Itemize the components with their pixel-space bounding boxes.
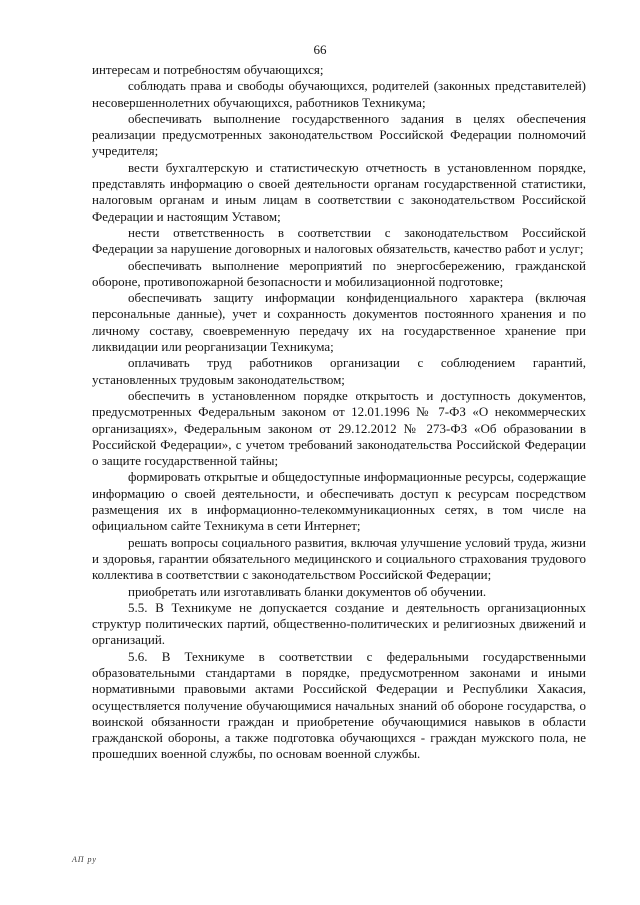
paragraph-8: оплачивать труд работников организации с соблюдением гарантий, установленных трудовым законодательством; bbox=[92, 355, 586, 387]
paragraph-12: приобретать или изготавливать бланки документов об обучении. bbox=[128, 583, 487, 599]
paragraph-6: обеспечивать выполнение мероприятий по энергосбережению, гражданской обороне, противопожарной безопасности и мобилизационной подготовке; bbox=[92, 257, 586, 289]
page-body bbox=[92, 62, 586, 763]
paragraph-10: формировать открытые и общедоступные информационные ресурсы, содержащие информацию о своей деятельности, и обеспечивать доступ к ресурсам посредством размещения их в информационно-телекоммуникационных сетях, в том числе на официальном сайте Техникума в сети Интернет; bbox=[92, 469, 586, 534]
paragraph-7: обеспечивать защиту информации конфиденциального характера (включая персональные данные), учет и сохранность документов постоянного хранения и по личному составу, своевременную передачу их на государственное хранение при ликвидации или реорганизации Техникума; bbox=[92, 290, 586, 355]
paragraph-13: 5.5. В Техникуме не допускается создание и деятельность организационных структур политических партий, общественно-политических и религиозных движений и организаций. bbox=[92, 599, 586, 648]
paragraph-14: 5.6. В Техникуме в соответствии с федеральными государственными образовательными стандартами в порядке, предусмотренном законами и иными нормативными правовыми актами Российской Федерации и Республики Хакасия, осуществляется получение обучающимися начальных знаний об обороне государства, о воинской обязанности граждан и приобретение обучающимися навыков в области гражданской обороны, а также подготовка обучающихся - граждан мужского пола, не прошедших военной службы, по основам военной службы. bbox=[92, 648, 586, 762]
paragraph-2: соблюдать права и свободы обучающихся, родителей (законных представителей) несовершеннолетних обучающихся, работников Техникума; bbox=[92, 78, 586, 110]
page-number: 66 bbox=[313, 42, 327, 57]
paragraph-4: вести бухгалтерскую и статистическую отчетность в установленном порядке, представлять информацию о своей деятельности органам государственной статистики, налоговым органам и иным лицам в соответствии с законодательством Российской Федерации и настоящим Уставом; bbox=[92, 159, 586, 224]
paragraph-3: обеспечивать выполнение государственного задания в целях обеспечения реализации предусмотренных законодательством Российской Федерации полномочий учредителя; bbox=[92, 110, 586, 159]
paragraph-1: интересам и потребностям обучающихся; bbox=[92, 62, 324, 77]
footer-mark: АП ру bbox=[72, 855, 97, 864]
paragraph-5: нести ответственность в соответствии с законодательством Российской Федерации за нарушение договорных и налоговых обязательств, качество работ и услуг; bbox=[92, 224, 586, 257]
paragraph-11: решать вопросы социального развития, включая улучшение условий труда, жизни и здоровья, гарантии обязательного медицинского и социального страхования трудового коллектива в соответствии с законодательством Российской Федерации; bbox=[92, 534, 586, 583]
paragraph-9: обеспечить в установленном порядке открытость и доступность документов, предусмотренных Федеральным законом от 12.01.1996 № 7-ФЗ «О некоммерческих организациях», Федеральным законом от 29.12.2012 № 273-ФЗ «Об образовании в Российской Федерации», с учетом требований законодательства Российской Федерации о защите государственной тайны; bbox=[92, 387, 586, 469]
